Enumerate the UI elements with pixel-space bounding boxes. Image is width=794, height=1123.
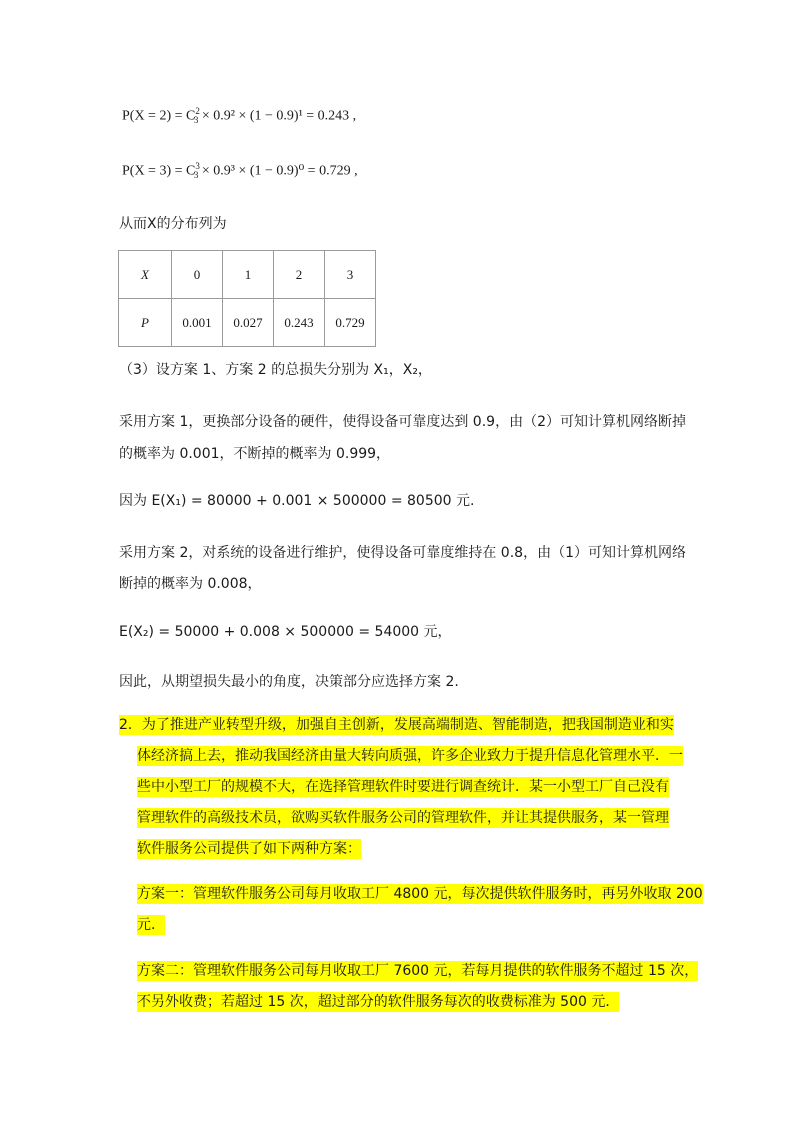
table-header-x: X <box>119 251 172 299</box>
plan1-expectation: 因为 E(X₁) = 80000 + 0.001 × 500000 = 80500 元. <box>119 493 475 509</box>
highlighted-text: 些中小型工厂的规模不大，在选择管理软件时要进行调查统计．某一小型工厂自己没有 <box>137 779 669 795</box>
probability-line-x3 <box>122 161 358 180</box>
formula-lhs: P(X = 3) = C <box>122 163 196 179</box>
question-line <box>119 741 683 772</box>
table-cell: 0.027 <box>223 299 274 347</box>
table-cell: 0.243 <box>274 299 325 347</box>
highlighted-text: 元． <box>137 917 165 933</box>
plan2-text-line2: 断掉的概率为 0.008， <box>119 576 262 592</box>
highlighted-text: 方案一：管理软件服务公司每月收取工厂 4800 元，每次提供软件服务时，再另外收取 200 <box>137 886 703 902</box>
table-cell: 0.001 <box>172 299 223 347</box>
formula-sup: 3 <box>195 161 200 171</box>
question-line <box>119 803 683 834</box>
table-cell: 0.729 <box>325 299 376 347</box>
table-cell: 3 <box>325 251 376 299</box>
option-line <box>137 879 703 910</box>
part3-statement: （3）设方案 1、方案 2 的总损失分别为 X₁，X₂， <box>119 362 432 378</box>
conclusion: 因此，从期望损失最小的角度，决策部分应选择方案 2. <box>119 674 459 690</box>
option-line <box>137 910 703 941</box>
option-line <box>137 987 698 1018</box>
table-row <box>119 251 376 299</box>
distribution-intro: 从而X的分布列为 <box>119 216 227 232</box>
option-1 <box>137 879 703 941</box>
highlighted-text: 不另外收费；若超过 15 次，超过部分的软件服务每次的收费标准为 500 元． <box>137 994 620 1010</box>
distribution-table <box>118 250 376 347</box>
formula-rhs: × 0.9³ × (1 − 0.9)⁰ = 0.729 , <box>198 163 358 179</box>
plan2-text-line1: 采用方案 2，对系统的设备进行维护，使得设备可靠度维持在 0.8，由（1）可知计算机网络 <box>119 545 686 561</box>
option-line <box>137 956 698 987</box>
table-row <box>119 299 376 347</box>
probability-line-x2 <box>122 106 356 125</box>
highlighted-text: 体经济搞上去，推动我国经济由量大转向质强，许多企业致力于提升信息化管理水平．一 <box>137 748 683 764</box>
question-line <box>119 710 683 741</box>
table-cell: 1 <box>223 251 274 299</box>
table-cell: 0 <box>172 251 223 299</box>
option-2 <box>137 956 698 1018</box>
highlighted-text: 管理软件的高级技术员，欲购买软件服务公司的管理软件，并让其提供服务，某一管理 <box>137 810 669 826</box>
question-line <box>119 772 683 803</box>
question-2 <box>119 710 683 865</box>
formula-sub: 3 <box>193 115 199 126</box>
highlighted-text: 软件服务公司提供了如下两种方案： <box>137 841 361 857</box>
question-line <box>119 834 683 865</box>
plan1-text-line2: 的概率为 0.001，不断掉的概率为 0.999， <box>119 446 391 462</box>
formula-sub: 3 <box>193 170 199 181</box>
formula-lhs: P(X = 2) = C <box>122 108 196 124</box>
plan1-text-line1: 采用方案 1，更换部分设备的硬件，使得设备可靠度达到 0.9，由（2）可知计算机网络断掉 <box>119 414 686 430</box>
formula-rhs: × 0.9² × (1 − 0.9)¹ = 0.243 , <box>198 108 357 124</box>
highlighted-text: 2．为了推进产业转型升级，加强自主创新，发展高端制造、智能制造，把我国制造业和实 <box>119 717 674 733</box>
table-header-p: P <box>119 299 172 347</box>
table-cell: 2 <box>274 251 325 299</box>
plan2-expectation: E(X₂) = 50000 + 0.008 × 500000 = 54000 元， <box>119 624 452 640</box>
highlighted-text: 方案二：管理软件服务公司每月收取工厂 7600 元，若每月提供的软件服务不超过 15 次， <box>137 963 699 979</box>
formula-sup: 2 <box>195 106 200 116</box>
